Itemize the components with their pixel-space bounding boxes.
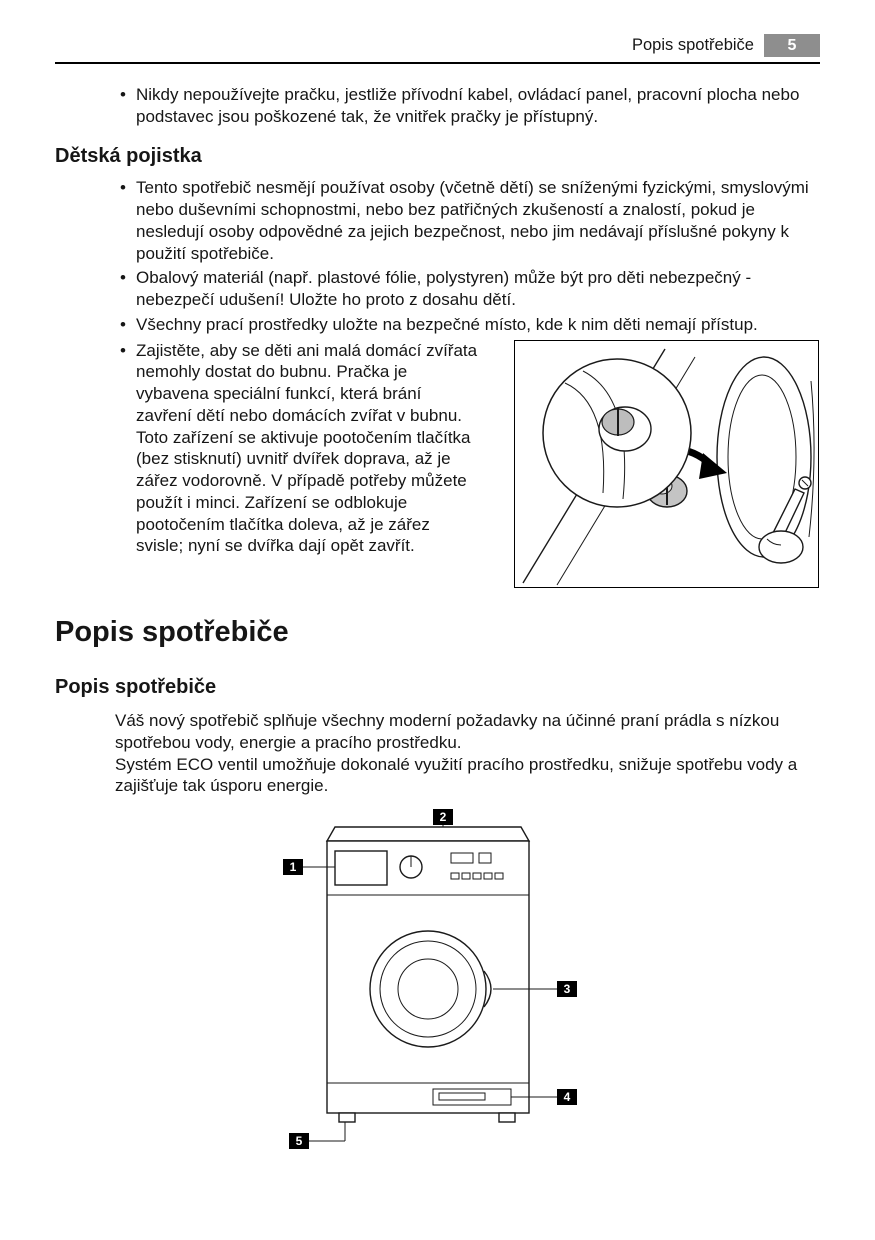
bullet-item: • Zajistěte, aby se děti ani malá domácí zvířata nemohly dostat do bubnu. Pračka je vybavena speciální funkcí, která brání zavření dětí nebo domácích zvířat v bubnu. Toto zařízení se aktivuje pootočením tlačítka (bez stisknutí) uvnitř dvířek doprava, až je zářez vodorovně. V případě potřeby můžete použít i minci. Zařízení se odblokuje pootočením tlačítka doleva, až je zářez svisle; nyní se dvířka dají opět zavřít. xyxy=(115,340,480,558)
appliance-diagram xyxy=(283,809,593,1157)
header-rule xyxy=(55,62,820,64)
bullet-item: • Všechny prací prostředky uložte na bezpečné místo, kde k nim děti nemají přístup. xyxy=(115,314,820,336)
child-lock-illustration xyxy=(515,341,818,587)
appliance-diagram-wrap xyxy=(55,809,820,1157)
page-number-badge: 5 xyxy=(764,34,820,57)
diagram-label-5 xyxy=(289,1122,345,1149)
description-paragraph: Systém ECO ventil umožňuje dokonalé využití pracího prostředku, snižuje spotřebu vody a zajišťuje tak úsporu energie. xyxy=(115,754,798,796)
child-lock-bullet-list-narrow xyxy=(115,340,480,561)
svg-text:2: 2 xyxy=(439,810,446,825)
section-heading-child-lock: Dětská pojistka xyxy=(55,144,202,167)
chapter-title: Popis spotřebiče xyxy=(55,615,289,648)
section-heading-description: Popis spotřebiče xyxy=(55,675,217,698)
bullet-item: • Tento spotřebič nesmějí používat osoby (včetně dětí) se sníženými fyzickými, smyslovými nebo duševními schopnostmi, nebo bez patřičných zkušeností a znalostí, pokud je nesledují osoby odpovědné za jejich bezpečnost, nebo jim nedávají příslušné pokyny k použití spotřebiče. xyxy=(115,177,820,264)
running-head: Popis spotřebiče xyxy=(632,36,754,55)
bullet-item: • Nikdy nepoužívejte pračku, jestliže přívodní kabel, ovládací panel, pracovní plocha nebo podstavec jsou poškozené tak, že vnitřek pračky je přístupný. xyxy=(115,84,820,128)
svg-text:3: 3 xyxy=(563,982,570,997)
svg-text:1: 1 xyxy=(289,860,296,875)
description-paragraph: Váš nový spotřebič splňuje všechny moderní požadavky na účinné praní prádla s nízkou spotřebou vody, energie a pracího prostředku. xyxy=(115,711,780,752)
adjustable-feet xyxy=(339,1113,515,1122)
svg-text:5: 5 xyxy=(295,1134,302,1149)
page-header xyxy=(55,34,820,57)
porthole-door xyxy=(717,357,814,557)
intro-bullet-list xyxy=(115,84,820,128)
svg-text:4: 4 xyxy=(563,1090,570,1105)
child-lock-figure-row xyxy=(115,340,820,588)
child-lock-bullet-list xyxy=(115,177,820,335)
child-lock-figure xyxy=(514,340,819,588)
bullet-item: • Obalový materiál (např. plastové fólie, polystyren) může být pro děti nebezpečný - nebezpečí udušení! Uložte ho proto z dosahu dětí. xyxy=(115,267,820,311)
zoom-detail-circle xyxy=(543,359,691,507)
detergent-drawer xyxy=(335,851,387,885)
